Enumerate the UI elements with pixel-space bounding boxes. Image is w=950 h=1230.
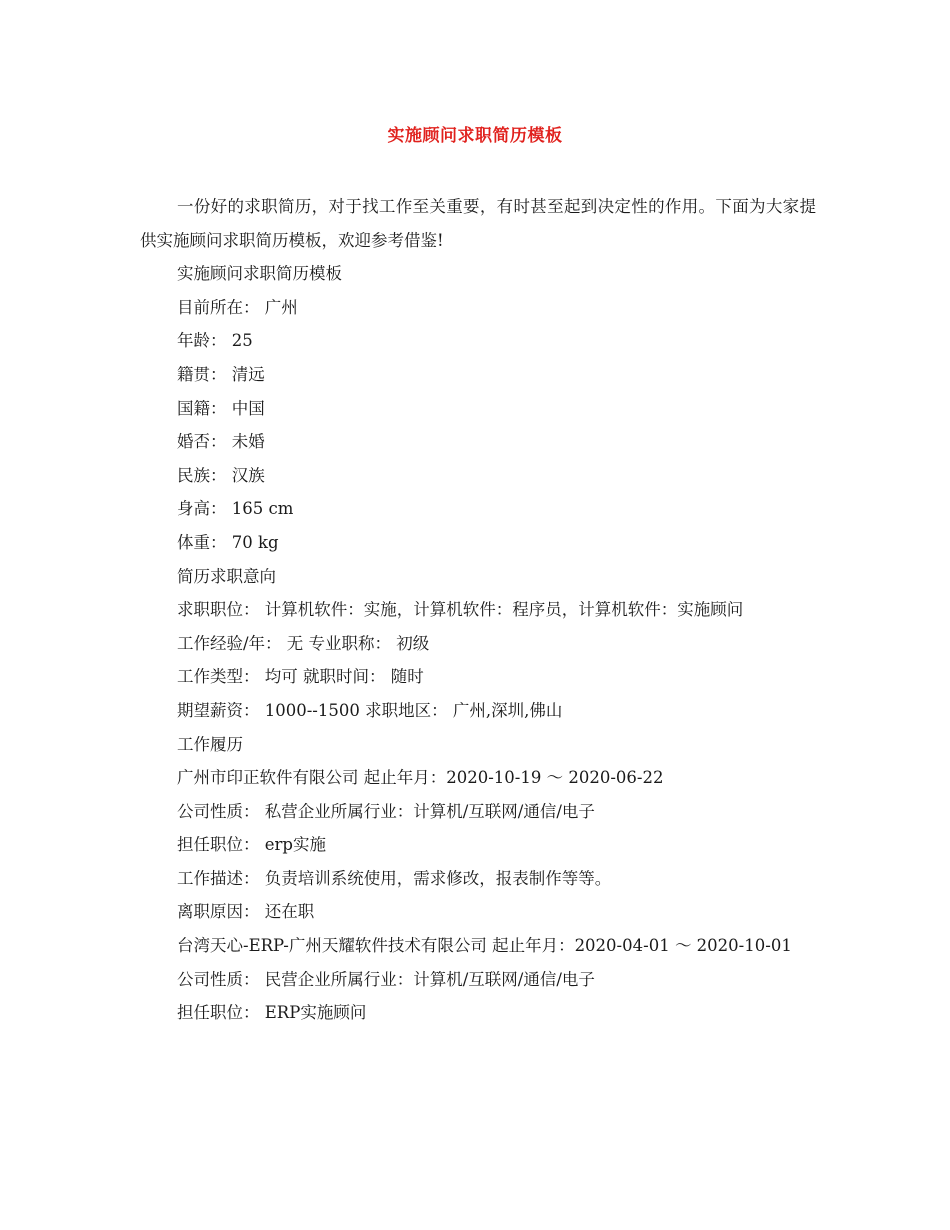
job-2-position-line: 担任职位： ERP实施顾问 <box>177 1003 367 1023</box>
height-line: 身高： 165 cm <box>177 499 294 519</box>
ethnicity-line: 民族： 汉族 <box>177 465 265 485</box>
intro-paragraph: 一份好的求职简历，对于找工作至关重要，有时甚至起到决定性的作用。下面为大家提供实施顾问求职简历模板，欢迎参考借鉴! <box>140 197 816 250</box>
current-location-line: 目前所在： 广州 <box>177 297 298 317</box>
salary-region-line: 期望薪资： 1000--1500 求职地区： 广州,深圳,佛山 <box>177 700 563 720</box>
job-1-position-line: 担任职位： erp实施 <box>177 835 326 855</box>
job-2-company-type-line: 公司性质： 民营企业所属行业：计算机/互联网/通信/电子 <box>177 969 595 989</box>
nationality-line: 国籍： 中国 <box>177 398 265 418</box>
desired-position-line: 求职职位： 计算机软件：实施，计算机软件：程序员，计算机软件：实施顾问 <box>177 600 744 620</box>
job-type-line: 工作类型： 均可 就职时间： 随时 <box>177 667 424 687</box>
document-body <box>140 190 816 1030</box>
job-2-company-line: 台湾天心-ERP-广州天耀软件技术有限公司 起止年月：2020-04-01 ～ 2020-10-01 <box>177 936 792 956</box>
section-heading-resume-template: 实施顾问求职简历模板 <box>177 264 342 284</box>
job-1-company-line: 广州市印正软件有限公司 起止年月：2020-10-19 ～ 2020-06-22 <box>177 768 664 788</box>
section-heading-work-history: 工作履历 <box>177 734 243 754</box>
job-1-company-type-line: 公司性质： 私营企业所属行业：计算机/互联网/通信/电子 <box>177 801 595 821</box>
weight-line: 体重： 70 kg <box>177 532 279 552</box>
job-1-leave-reason-line: 离职原因： 还在职 <box>177 902 315 922</box>
document-title: 实施顾问求职简历模板 <box>387 126 563 146</box>
job-1-description-line: 工作描述： 负责培训系统使用，需求修改，报表制作等等。 <box>177 868 612 888</box>
marital-status-line: 婚否： 未婚 <box>177 432 265 452</box>
age-line: 年龄： 25 <box>177 331 253 351</box>
section-heading-job-intention: 简历求职意向 <box>177 566 276 586</box>
experience-title-line: 工作经验/年： 无 专业职称： 初级 <box>177 633 430 653</box>
native-place-line: 籍贯： 清远 <box>177 364 265 384</box>
